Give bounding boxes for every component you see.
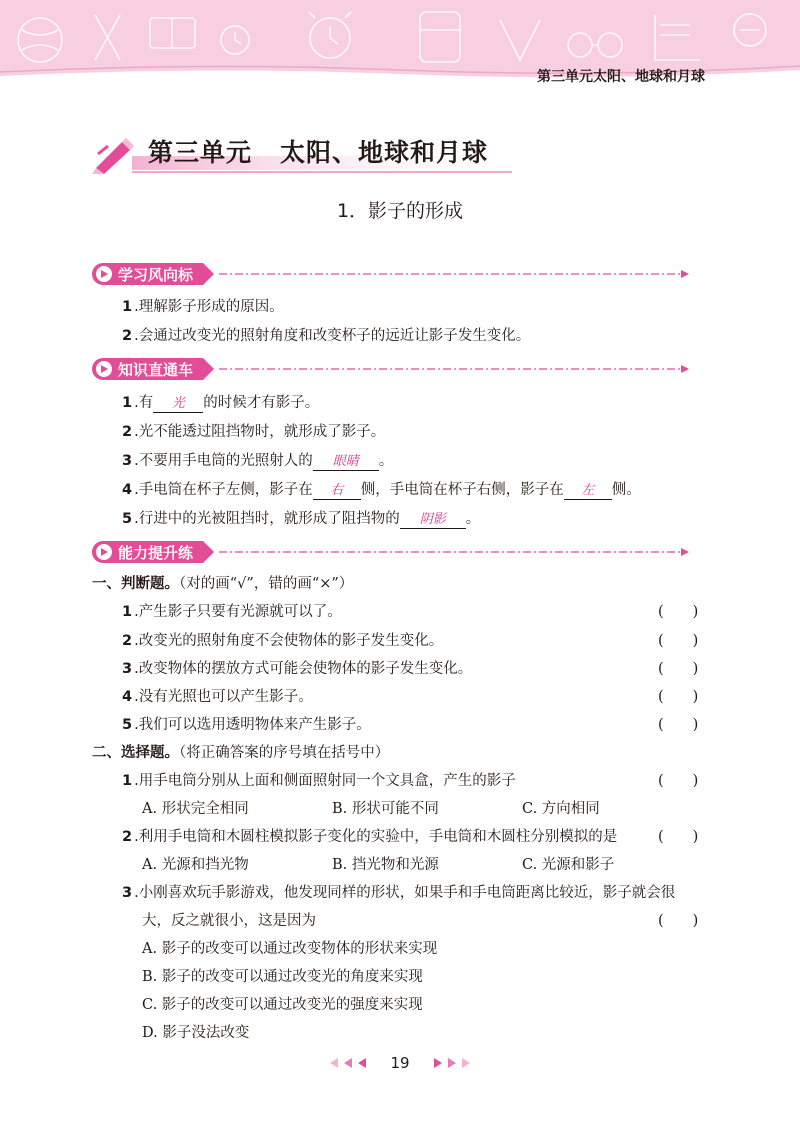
- knowledge-item: 2 .光不能透过阻挡物时，就形成了影子。: [122, 424, 386, 440]
- choice-option[interactable]: A. 光源和挡光物: [142, 857, 249, 873]
- forward-arrows-icon: [428, 1056, 472, 1070]
- choice-option[interactable]: C. 方向相同: [522, 801, 600, 817]
- choice-heading: 二、选择题。（将正确答案的序号填在括号中）: [92, 745, 390, 761]
- choice-option[interactable]: B. 形状可能不同: [332, 801, 439, 817]
- choice-question-continued: 大，反之就很小，这是因为: [142, 913, 316, 929]
- section-label: 能力提升练: [118, 543, 194, 562]
- section-tab-practice: [92, 540, 689, 564]
- play-icon: [96, 361, 112, 377]
- choice-option[interactable]: A. 影子的改变可以通过改变物体的形状来实现: [142, 941, 438, 957]
- judge-item: 1 .产生影子只要有光源就可以了。: [122, 604, 342, 620]
- answer-parenthesis[interactable]: ( ): [658, 661, 699, 677]
- answer-parenthesis[interactable]: ( ): [658, 689, 699, 705]
- choice-question: 2 .利用手电筒和木圆柱模拟影子变化的实验中，手电筒和木圆柱分别模拟的是: [122, 829, 618, 845]
- answer-parenthesis[interactable]: ( ): [658, 604, 699, 620]
- answer-parenthesis[interactable]: ( ): [658, 773, 699, 789]
- answer-blank[interactable]: 眼睛: [313, 452, 379, 471]
- answer-blank[interactable]: 阴影: [400, 510, 466, 529]
- lesson-title: 1．影子的形成: [336, 200, 464, 222]
- unit-name: 太阳、地球和月球: [280, 138, 489, 167]
- dash-dot-divider: [219, 547, 689, 557]
- judge-item: 5 .我们可以选用透明物体来产生影子。: [122, 717, 371, 733]
- play-icon: [96, 544, 112, 560]
- answer-parenthesis[interactable]: ( ): [658, 717, 699, 733]
- unit-label: 第三单元: [148, 138, 253, 167]
- knowledge-item: 3 .不要用手电筒的光照射人的 眼睛 。: [122, 453, 394, 469]
- choice-question: 3 .小刚喜欢玩手影游戏，他发现同样的形状，如果手和手电筒距离比较近，影子就会很: [122, 885, 676, 901]
- section-tab-knowledge: [92, 357, 689, 381]
- answer-blank[interactable]: 光: [153, 394, 203, 413]
- page-number: 19: [390, 1054, 410, 1072]
- section-tab-objectives: [92, 262, 689, 286]
- choice-option[interactable]: A. 形状完全相同: [142, 801, 249, 817]
- choice-option[interactable]: D. 影子没法改变: [142, 1025, 250, 1041]
- page-footer: [0, 1054, 800, 1072]
- play-icon: [96, 266, 112, 282]
- judge-item: 2 .改变光的照射角度不会使物体的影子发生变化。: [122, 633, 444, 649]
- pencil-icon: [92, 134, 136, 174]
- choice-option[interactable]: C. 影子的改变可以通过改变光的强度来实现: [142, 997, 423, 1013]
- choice-question: 1 .用手电筒分别从上面和侧面照射同一个文具盒，产生的影子: [122, 773, 516, 789]
- back-arrows-icon: [328, 1056, 372, 1070]
- answer-blank[interactable]: 右: [313, 481, 361, 500]
- answer-parenthesis[interactable]: ( ): [658, 633, 699, 649]
- judge-heading: 一、判断题。（对的画“√”，错的画“×”）: [92, 576, 354, 592]
- answer-blank[interactable]: 左: [564, 481, 612, 500]
- knowledge-item: 4 .手电筒在杯子左侧，影子在 右 侧，手电筒在杯子右侧，影子在 左 侧。: [122, 482, 641, 498]
- choice-option[interactable]: B. 影子的改变可以通过改变光的角度来实现: [142, 969, 423, 985]
- dash-dot-divider: [219, 269, 689, 279]
- section-label: 学习风向标: [118, 265, 194, 284]
- choice-option[interactable]: C. 光源和影子: [522, 857, 615, 873]
- section-label: 知识直通车: [118, 360, 194, 379]
- judge-item: 3 .改变物体的摆放方式可能会使物体的影子发生变化。: [122, 661, 473, 677]
- objective-item: 1 .理解影子形成的原因。: [122, 299, 284, 315]
- running-head: 第三单元太阳、地球和月球: [537, 69, 705, 85]
- knowledge-item: 1 .有 光 的时候才有影子。: [122, 395, 320, 411]
- answer-parenthesis[interactable]: ( ): [658, 913, 699, 929]
- objective-item: 2 .会通过改变光的照射角度和改变杯子的远近让影子发生变化。: [122, 328, 531, 344]
- choice-option[interactable]: B. 挡光物和光源: [332, 857, 439, 873]
- judge-item: 4 .没有光照也可以产生影子。: [122, 689, 313, 705]
- knowledge-item: 5 .行进中的光被阻挡时，就形成了阻挡物的 阴影 。: [122, 511, 481, 527]
- answer-parenthesis[interactable]: ( ): [658, 829, 699, 845]
- dash-dot-divider: [219, 364, 689, 374]
- unit-title: [148, 133, 488, 169]
